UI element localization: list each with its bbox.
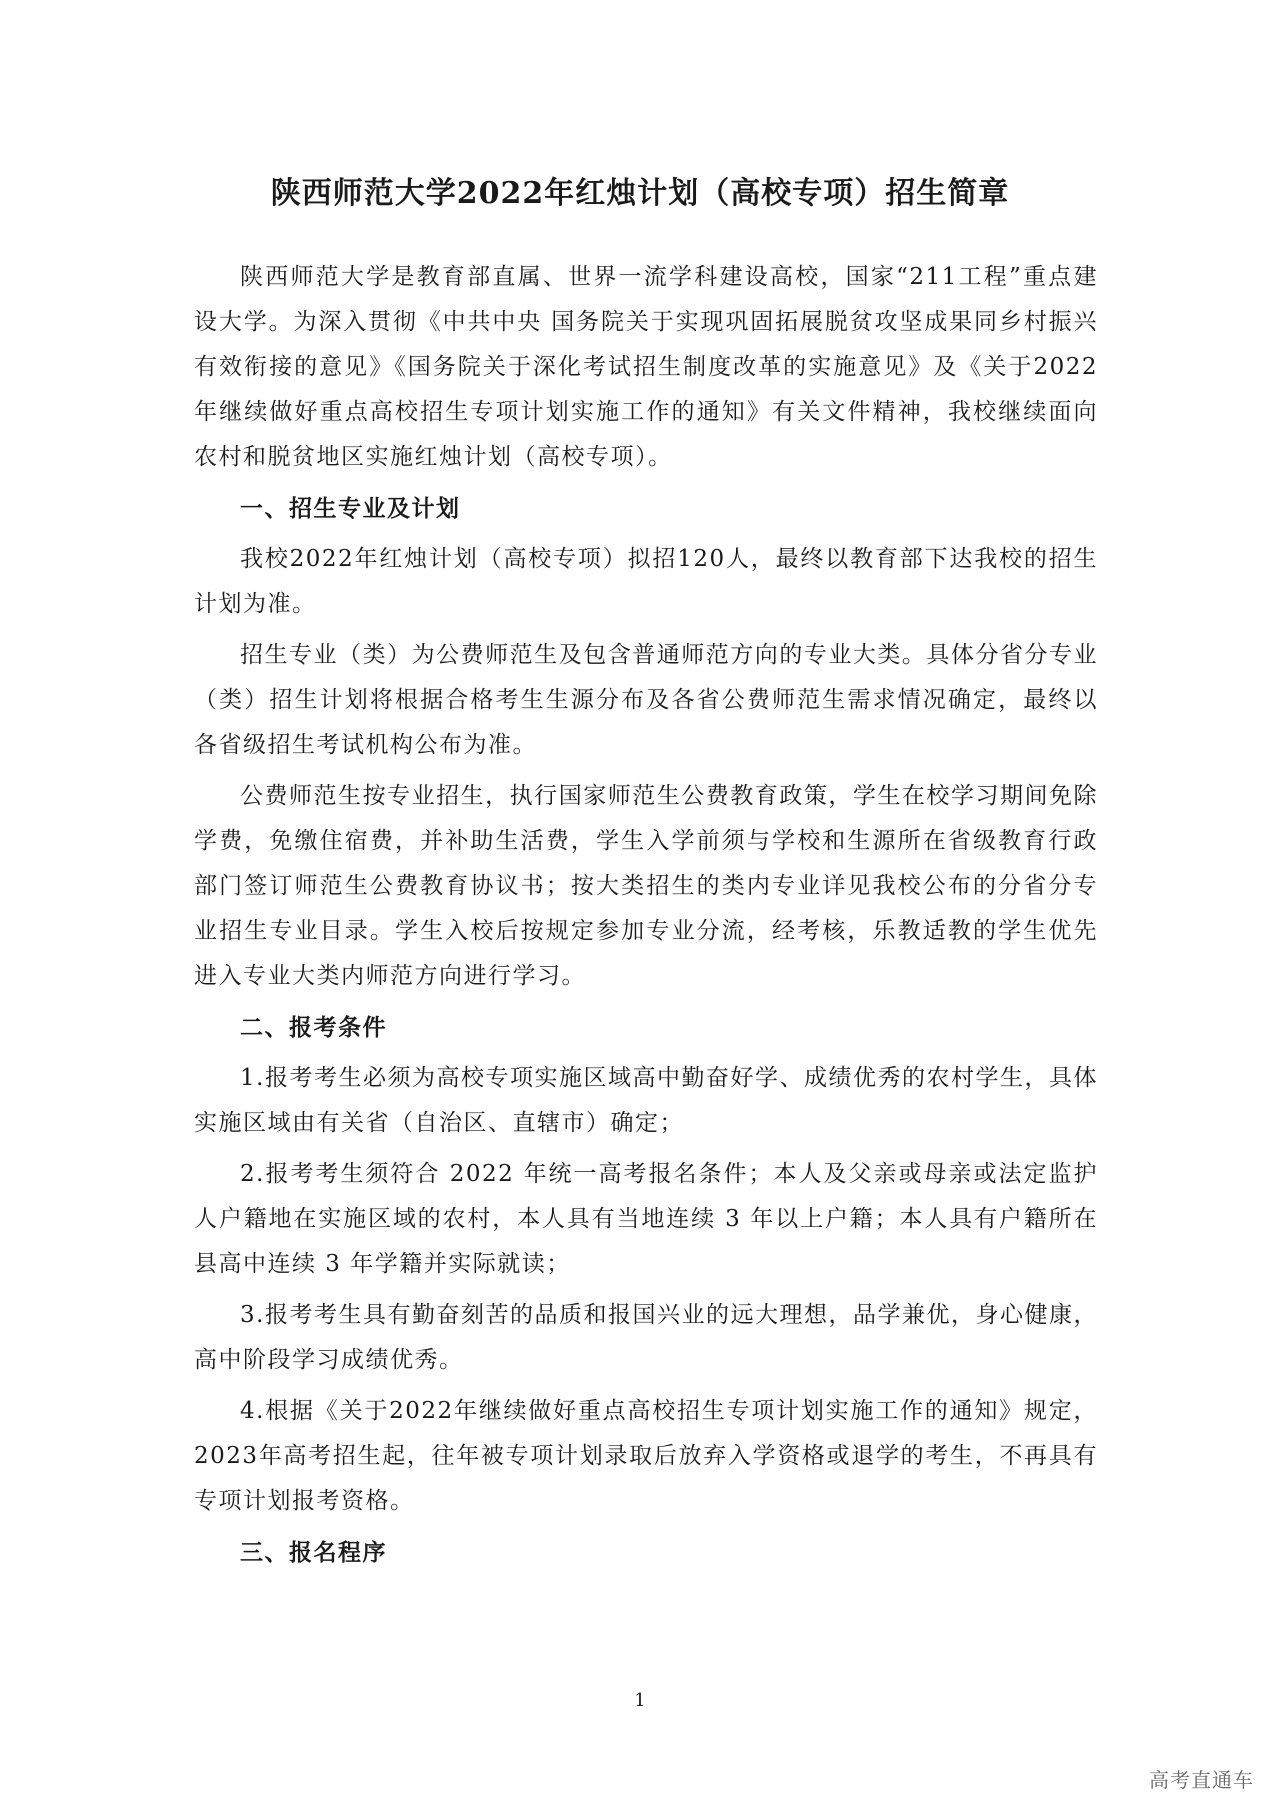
document-body (194, 255, 1098, 1581)
document-title: 陕西师范大学2022年红烛计划（高校专项）招生简章 (270, 176, 1010, 211)
section-heading-eligibility: 二、报考条件 (240, 1014, 387, 1041)
section-heading-registration: 三、报名程序 (240, 1539, 387, 1566)
publicly-funded-paragraph: 公费师范生按专业招生，执行国家师范生公费教育政策，学生在校学习期间免除学费，免缴住宿费，并补助生活费，学生入学前须与学校和生源所在省级教育行政部门签订师范生公费教育协议书；按大类招生的类内专业详见我校公布的分省分专业招生专业目录。学生入校后按规定参加专业分流，经考核，乐教适教的学生优先进入专业大类内师范方向进行学习。 (194, 783, 1098, 989)
enrollment-quota-paragraph: 我校2022年红烛计划（高校专项）拟招120人，最终以教育部下达我校的招生计划为准。 (194, 546, 1098, 617)
eligibility-item-4: 4.根据《关于2022年继续做好重点高校招生专项计划实施工作的通知》规定，2023年高考招生起，往年被专项计划录取后放弃入学资格或退学的考生，不再具有专项计划报考资格。 (194, 1398, 1098, 1514)
eligibility-item-3: 3.报考考生具有勤奋刻苦的品质和报国兴业的远大理想，品学兼优，身心健康，高中阶段学习成绩优秀。 (194, 1302, 1098, 1373)
intro-paragraph: 陕西师范大学是教育部直属、世界一流学科建设高校，国家“211工程”重点建设大学。为深入贯彻《中共中央 国务院关于实现巩固拓展脱贫攻坚成果同乡村振兴有效衔接的意见》《国务院关于深化考试招生制度改革的实施意见》及《关于2022年继续做好重点高校招生专项计划实施工作的通知》有关文件精神，我校继续面向农村和脱贫地区实施红烛计划（高校专项）。 (194, 264, 1098, 470)
watermark-label: 高考直通车 (1149, 1768, 1254, 1792)
page-number: 1 (634, 1690, 646, 1711)
eligibility-item-1: 1.报考考生必须为高校专项实施区域高中勤奋好学、成绩优秀的农村学生，具体实施区域由有关省（自治区、直辖市）确定； (194, 1065, 1098, 1136)
enrollment-majors-paragraph: 招生专业（类）为公费师范生及包含普通师范方向的专业大类。具体分省分专业（类）招生计划将根据合格考生生源分布及各省公费师范生需求情况确定，最终以各省级招生考试机构公布为准。 (194, 642, 1098, 758)
eligibility-item-2: 2.报考考生须符合 2022 年统一高考报名条件；本人及父亲或母亲或法定监护人户籍地在实施区域的农村，本人具有当地连续 3 年以上户籍；本人具有户籍所在县高中连续 3 年学籍并实际就读； (194, 1161, 1098, 1277)
section-heading-enrollment-plan: 一、招生专业及计划 (240, 495, 461, 522)
